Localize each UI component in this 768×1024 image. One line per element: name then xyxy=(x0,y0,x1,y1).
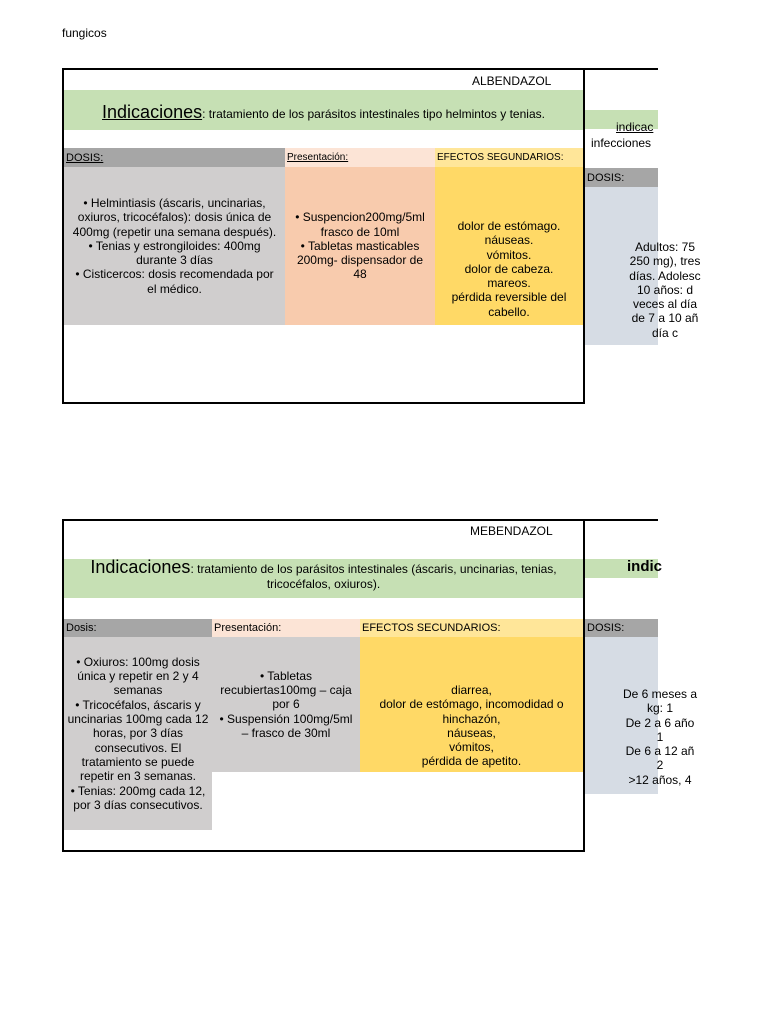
mebendazol-efectos-header: EFECTOS SECUNDARIOS: xyxy=(360,619,583,637)
mebendazol-efectos-line: vómitos, xyxy=(449,740,494,755)
mebendazol-top-border xyxy=(62,519,658,521)
mebendazol-dosis-line: única y repetir en 2 y 4 xyxy=(77,669,199,684)
albendazol-right-panel xyxy=(585,70,701,370)
mebendazol-presentacion-line: – frasco de 30ml xyxy=(241,725,331,740)
albendazol-efectos-header: EFECTOS SEGUNDARIOS: xyxy=(435,148,583,167)
albendazol-dosis-line: el médico. xyxy=(147,281,202,296)
albendazol-dosis-line: oxiuros, tricocéfalos): dosis única de xyxy=(77,210,272,225)
mebendazol-indicaciones xyxy=(64,557,583,592)
mebendazol-right-dosis-line: 1 xyxy=(656,729,664,744)
mebendazol-dosis-line: • Tenias: 200mg cada 12, xyxy=(70,783,206,798)
mebendazol-right-dosis-line: De 6 a 12 añ xyxy=(625,744,695,759)
mebendazol-dosis-line: por 3 días consecutivos. xyxy=(73,797,203,812)
mebendazol-dosis-line: • Tricocéfalos, áscaris y xyxy=(75,697,201,712)
albendazol-right-indic-label: indicac xyxy=(616,120,654,134)
albendazol-efectos-line: náuseas. xyxy=(484,233,534,248)
albendazol-dosis-line: • Helmintiasis (áscaris, uncinarias, xyxy=(83,195,266,210)
albendazol-dosis-line: • Tenias y estrongiloides: 400mg xyxy=(88,238,261,253)
albendazol-top-border xyxy=(62,68,658,70)
albendazol-presentacion-line: • Suspencion200mg/5ml xyxy=(295,210,425,225)
albendazol-right-dosis-line: días. Adolesc xyxy=(629,268,701,283)
albendazol-drug-name: ALBENDAZOL xyxy=(472,74,552,88)
mebendazol-efectos-cell xyxy=(360,637,583,772)
albendazol-dosis-header: DOSIS: xyxy=(64,148,285,167)
mebendazol-right-dosis-line: >12 años, 4 xyxy=(628,772,692,787)
page-title: fungicos xyxy=(62,26,107,40)
mebendazol-bottom-border xyxy=(62,850,585,852)
mebendazol-indicaciones-text-1: : tratamiento de los parásitos intestinales (áscaris, uncinarias, tenias, xyxy=(190,562,557,576)
albendazol-presentacion-header: Presentación: xyxy=(285,148,435,167)
albendazol-presentacion-cell xyxy=(285,167,435,325)
mebendazol-presentacion-line: • Tabletas xyxy=(259,668,312,683)
albendazol-right-dosis-line: 250 mg), tres xyxy=(629,254,701,269)
albendazol-efectos-line: dolor de estómago. xyxy=(457,219,561,233)
albendazol-right-dosis-header: DOSIS: xyxy=(585,168,658,187)
albendazol-dosis-line: 400mg (repetir una semana después). xyxy=(72,224,277,239)
mebendazol-efectos-line: hinchazón, xyxy=(442,711,501,726)
albendazol-right-infecciones: infecciones xyxy=(591,136,652,150)
albendazol-right-dosis-line: de 7 a 10 añ xyxy=(631,311,699,326)
mebendazol-dosis-line: • Oxiuros: 100mg dosis xyxy=(76,654,200,669)
mebendazol-indicaciones-text-2: tricocéfalos, oxiuros). xyxy=(266,577,381,591)
albendazol-right-dosis-text xyxy=(585,240,745,340)
albendazol-right-dosis-line: 10 años: d xyxy=(636,282,694,297)
mebendazol-right-panel xyxy=(585,521,698,811)
mebendazol-right-dosis-line: De 6 meses a xyxy=(622,687,698,701)
albendazol-indicaciones xyxy=(64,102,583,123)
mebendazol-drug-name: MEBENDAZOL xyxy=(470,524,553,538)
albendazol-efectos-line: cabello. xyxy=(488,304,530,319)
albendazol-right-dosis-line: veces al día xyxy=(632,297,698,312)
mebendazol-dosis-line: repetir en 3 semanas. xyxy=(79,769,197,784)
albendazol-bottom-border xyxy=(62,402,585,404)
albendazol-right-dosis-line: Adultos: 75 xyxy=(634,240,696,254)
albendazol-efectos-line: mareos. xyxy=(487,276,531,291)
albendazol-indicaciones-label: Indicaciones xyxy=(102,102,203,122)
mebendazol-dosis-line: consecutivos. El xyxy=(94,740,182,755)
mebendazol-efectos-line: diarrea, xyxy=(451,683,492,697)
mebendazol-presentacion-cell xyxy=(212,637,360,772)
albendazol-presentacion-line: • Tabletas masticables xyxy=(300,238,420,253)
mebendazol-right-dosis-line: 2 xyxy=(656,758,664,773)
albendazol-dosis-line: • Cisticercos: dosis recomendada por xyxy=(75,267,274,282)
albendazol-efectos-cell xyxy=(435,167,583,325)
mebendazol-right-dosis-line: De 2 a 6 año xyxy=(625,715,695,730)
mebendazol-dosis-line: semanas xyxy=(113,683,163,698)
mebendazol-efectos-line: náuseas, xyxy=(447,725,496,740)
albendazol-presentacion-line: 200mg- dispensador de xyxy=(296,253,424,268)
albendazol-efectos-line: dolor de cabeza. xyxy=(464,261,554,276)
albendazol-dosis-cell xyxy=(64,167,285,325)
mebendazol-right-dosis-cell xyxy=(585,637,698,794)
mebendazol-presentacion-line: • Suspensión 100mg/5ml xyxy=(219,711,353,726)
albendazol-right-dosis-cell xyxy=(585,187,701,345)
mebendazol-presentacion-line: por 6 xyxy=(272,697,300,712)
mebendazol-right-indic-label: indic xyxy=(627,558,663,575)
mebendazol-indicaciones-label: Indicaciones xyxy=(90,557,191,577)
mebendazol-dosis-line: uncinarias 100mg cada 12 xyxy=(67,712,209,727)
albendazol-efectos-line: vómitos. xyxy=(486,247,532,262)
mebendazol-efectos-line: dolor de estómago, incomodidad o xyxy=(379,697,564,712)
albendazol-dosis-line: durante 3 días xyxy=(136,253,213,268)
mebendazol-dosis-cell xyxy=(64,637,212,830)
mebendazol-presentacion-header: Presentación: xyxy=(212,619,360,637)
mebendazol-right-dosis-line: kg: 1 xyxy=(646,701,673,716)
mebendazol-dosis-line: tratamiento se puede xyxy=(81,754,195,769)
albendazol-presentacion-line: 48 xyxy=(353,267,367,282)
mebendazol-dosis-header: Dosis: xyxy=(64,619,212,637)
mebendazol-dosis-line: horas, por 3 días xyxy=(92,726,184,741)
mebendazol-presentacion-line: recubiertas100mg – caja xyxy=(220,683,352,698)
albendazol-efectos-line: pérdida reversible del xyxy=(451,290,567,305)
albendazol-right-dosis-line: día c xyxy=(651,325,678,340)
albendazol-presentacion-line: frasco de 10ml xyxy=(320,224,400,239)
albendazol-indicaciones-text: : tratamiento de los parásitos intestinales tipo helmintos y tenias. xyxy=(202,107,545,121)
mebendazol-right-dosis-header: DOSIS: xyxy=(585,619,658,637)
mebendazol-right-dosis-text xyxy=(585,687,735,787)
mebendazol-efectos-line: pérdida de apetito. xyxy=(421,754,522,769)
